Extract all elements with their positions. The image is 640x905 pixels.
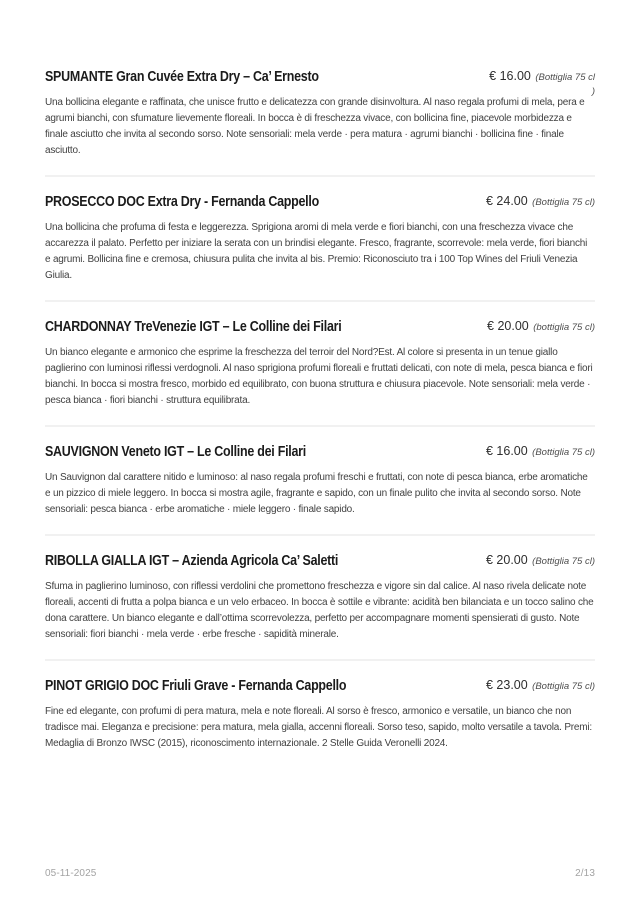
price-amount: € 24.00 [485,194,528,208]
wine-name: SPUMANTE Gran Cuvée Extra Dry – Ca’ Ernesto [45,69,319,85]
wine-item [45,68,595,175]
wine-description: Un bianco elegante e armonico che esprime la freschezza del terroir del Nord?Est. Al colore si presenta in un tenue giallo paglierino con luminosi riflessi verdognoli. Al naso sprigiona profumi floreali e fruttati delicati, con note di mela, pesca bianca e fiori bianchi. In bocca si mostra fresco, morbido ed equilibrato, con buona struttura e chiusura piacevole. Note sensoriali: mela verde · pesca bianca · fiori bianchi · struttura equilibrata. [45,347,593,406]
price-amount: € 20.00 [485,553,528,567]
wine-item-header [45,677,595,695]
wine-description: Un Sauvignon dal carattere nitido e luminoso: al naso regala profumi freschi e fruttati, con note di pesca bianca, erbe aromatiche e un pizzico di miele leggero. In bocca si mostra agile, fragrante e sapido, con un finale pulito che invita al secondo sorso. Note sensoriali: pesca bianca · erbe aromatiche · miele leggero · finale sapido. [45,472,588,515]
price-size-note: (Bottiglia 75 cl [535,72,595,83]
wine-description: Fine ed elegante, con profumi di pera matura, mela e note floreali. Al sorso è fresco, armonico e versatile, un bianco che non tradisce mai. Eleganza e precisione: pera matura, mela gialla, accenni floreali. Sorso teso, sapido, molto versatile a tavola. Premi: Medaglia di Bronzo IWSC (2015), riconoscimento internazionale. 2 Stelle Guida Veronelli 2024. [45,706,593,749]
wine-name: RIBOLLA GIALLA IGT – Azienda Agricola Ca’ Saletti [45,553,339,569]
wine-item-header [45,193,595,211]
price-size-note: (Bottiglia 75 cl) [532,556,595,567]
wine-name: SAUVIGNON Veneto IGT – Le Colline dei Filari [45,444,306,460]
price-size-note: (Bottiglia 75 cl) [532,447,595,458]
wine-item-header [45,552,595,570]
wine-item [45,425,595,534]
wine-description: Sfuma in paglierino luminoso, con riflessi verdolini che promettono freschezza e vigore sin dal calice. Al naso rivela delicate note floreali, accenti di frutta a polpa bianca e un velo erbaceo. In bocca è sottile e vibrante: acidità ben bilanciata e un tocco salino che dona carattere. Un bianco elegante e dall’ottima scorrevolezza, perfetto per accompagnare momenti spensierati di gusto. Note sensoriali: fiori bianchi · mela verde · erbe fresche · sapidità minerale. [45,581,594,640]
wine-price [465,193,595,210]
price-amount: € 16.00 [485,444,528,458]
wine-item-header [45,443,595,461]
wine-item [45,175,595,300]
wine-name: PINOT GRIGIO DOC Friuli Grave - Fernanda Cappello [45,678,347,694]
price-size-note: (Bottiglia 75 cl) [532,197,595,208]
wine-price [465,318,595,335]
wine-price [465,677,595,694]
wine-price [465,68,595,98]
wine-item-header [45,68,595,97]
wine-item-header [45,318,595,336]
wine-item [45,659,595,768]
wine-description: Una bollicina elegante e raffinata, che unisce frutto e delicatezza con grande disinvoltura. Al naso regala profumi di mela, pera e agrumi bianchi, con sfumature lievemente floreali. In bocca è di freschezza vivace, con bollicina fine, piacevole morbidezza e finale asciutto che invita al secondo sorso. Note sensoriali: mela verde · pera matura · agrumi bianchi · bollicina fine · finale asciutto. [45,97,585,156]
wine-name: PROSECCO DOC Extra Dry - Fernanda Cappello [45,194,319,210]
footer-page-number: 2/13 [575,868,595,879]
page-footer [45,868,595,879]
price-size-note-overflow: ) [591,86,595,97]
price-amount: € 20.00 [487,319,529,333]
price-amount: € 16.00 [489,69,531,83]
price-size-note: (bottiglia 75 cl) [533,322,595,333]
price-size-note: (Bottiglia 75 cl) [532,681,595,692]
wine-item [45,534,595,659]
wine-name: CHARDONNAY TreVenezie IGT – Le Colline dei Filari [45,319,342,335]
wine-description: Una bollicina che profuma di festa e leggerezza. Sprigiona aromi di mela verde e fiori bianchi, con una freschezza vivace che accarezza il palato. Perfetto per iniziare la serata con un brindisi elegante. Fresco, fragrante, scorrevole: mela verde, fiori bianchi e agrumi. Bollicina fine e cremosa, chiusura pulita che invita al bis. Premio: Riconosciuto tra i 100 Top Wines del Friuli Venezia Giulia. [45,222,588,281]
footer-date: 05-11-2025 [45,868,97,879]
wine-price [465,443,595,460]
wine-item [45,300,595,425]
price-amount: € 23.00 [485,678,528,692]
wine-price [465,552,595,569]
